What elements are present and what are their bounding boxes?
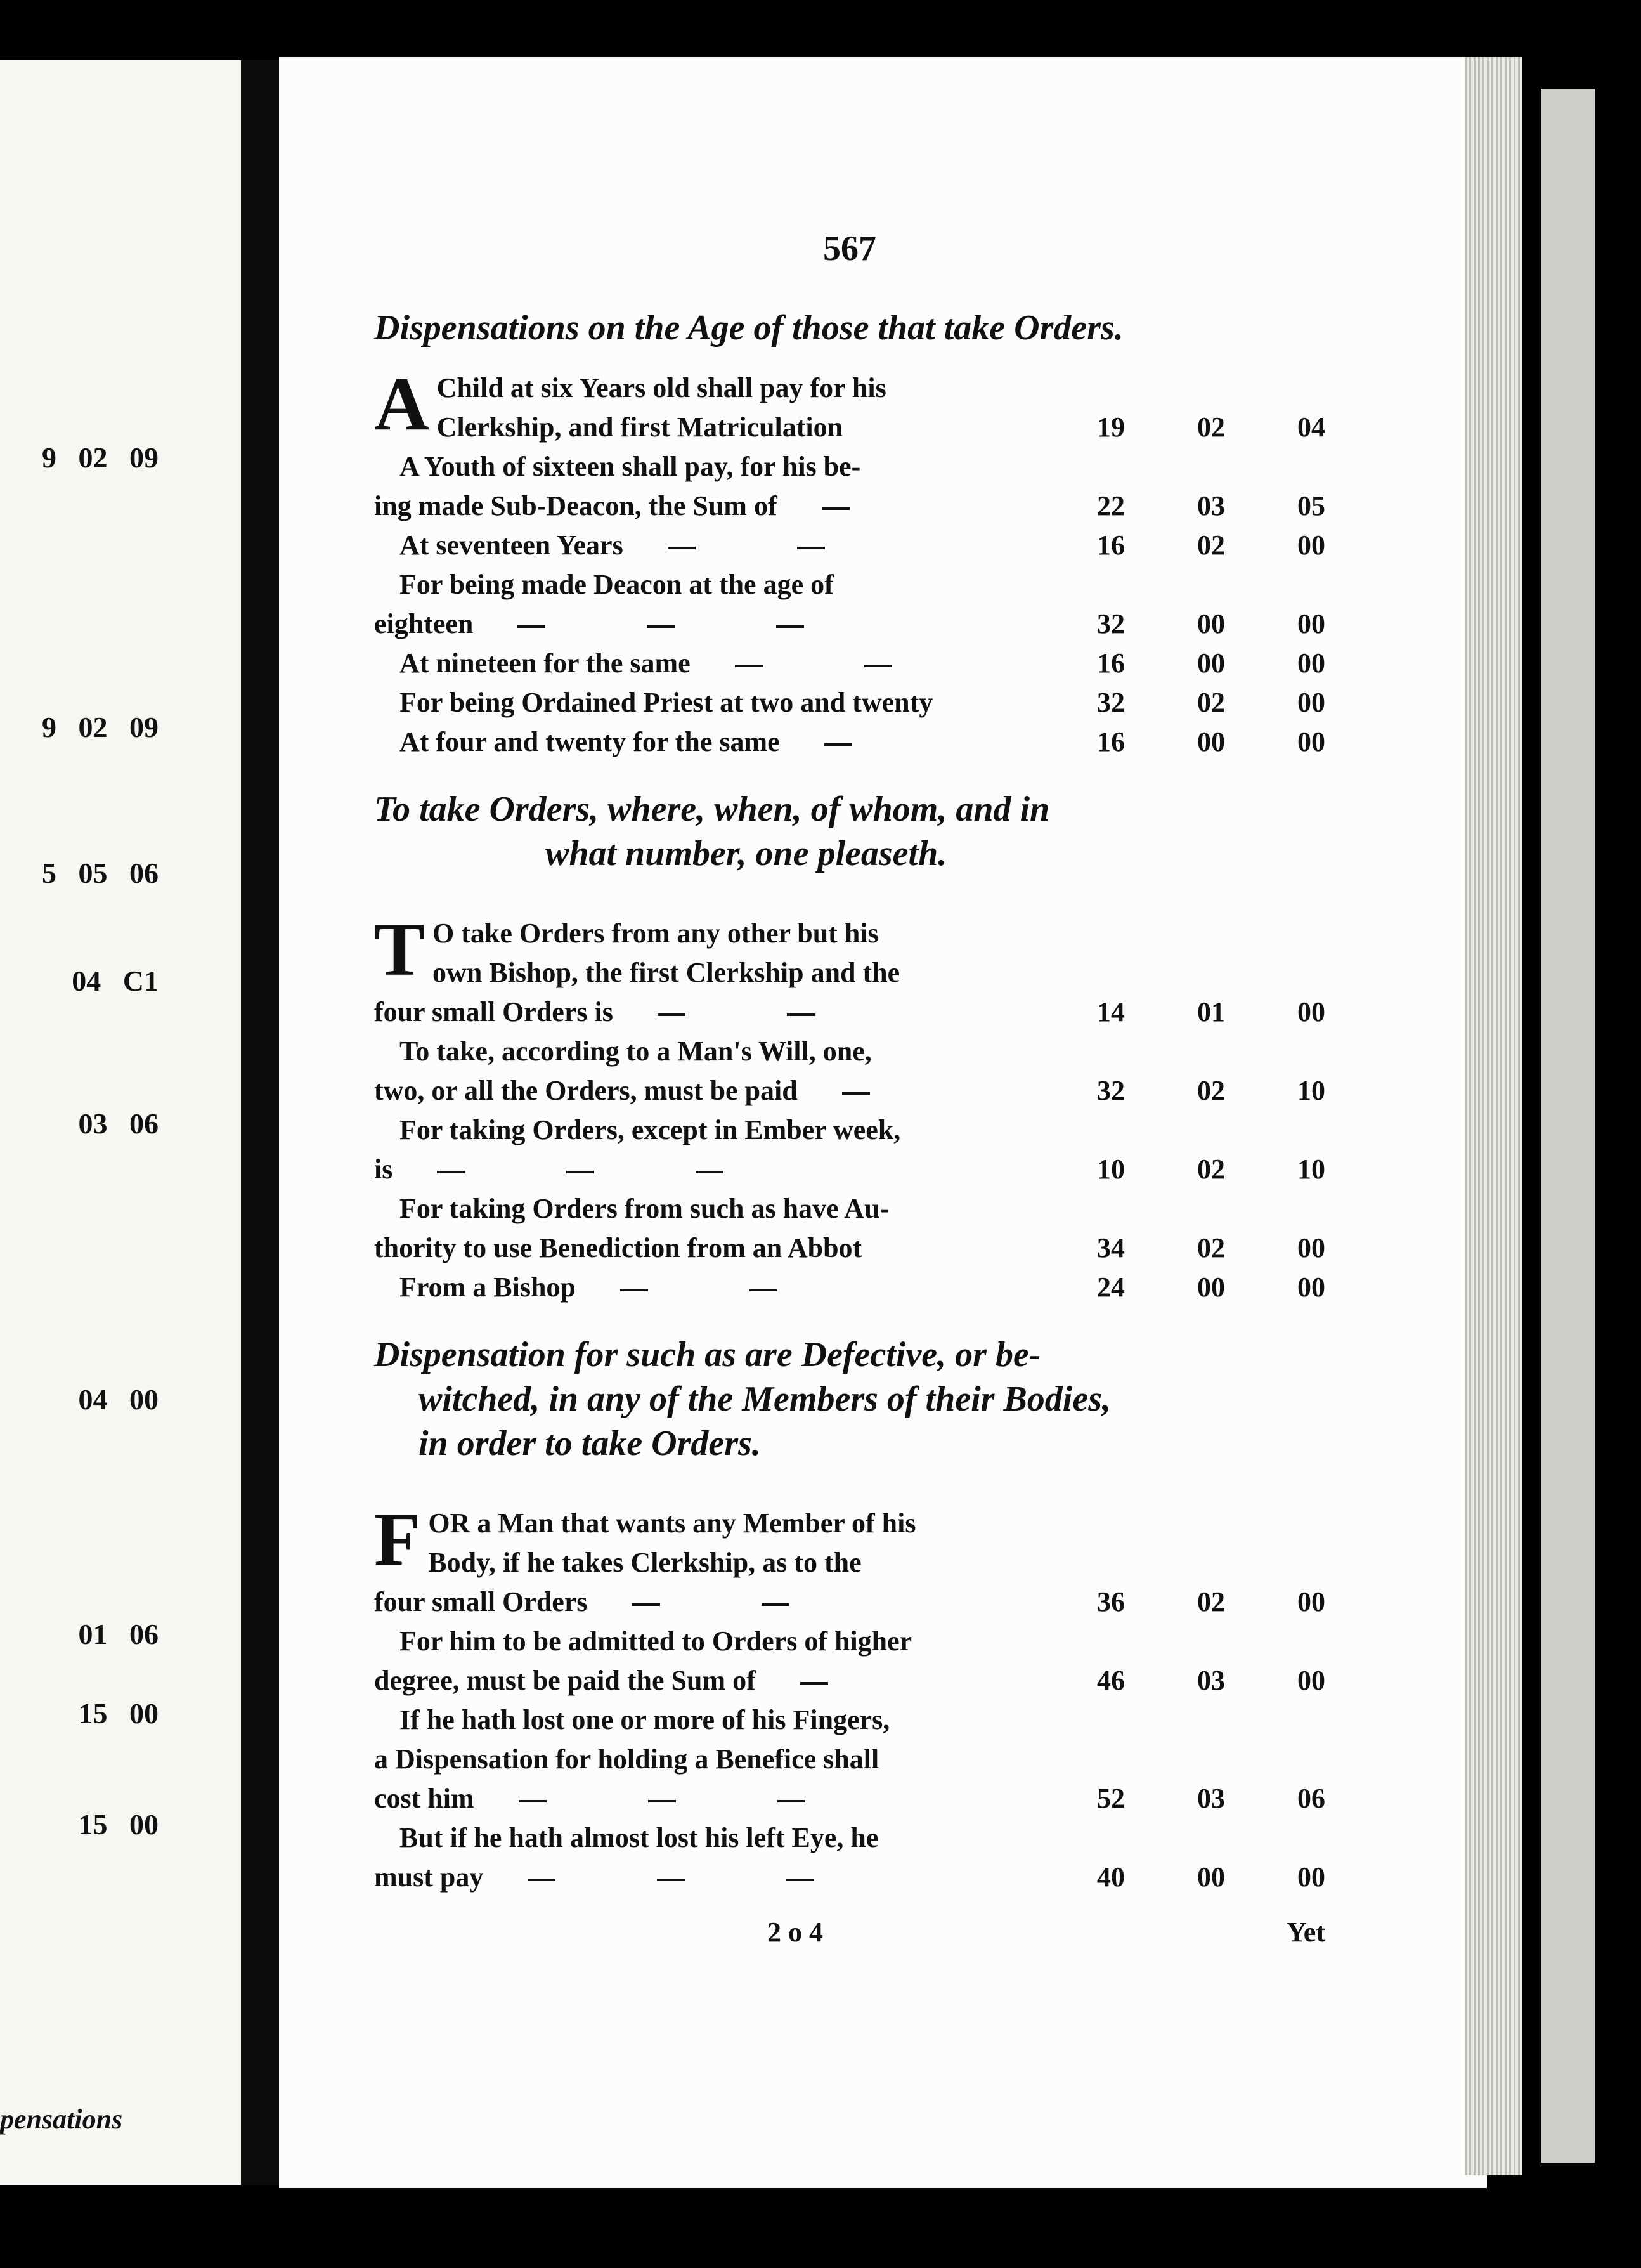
entry-values: 22 03 05 xyxy=(1097,490,1325,522)
page-number: 567 xyxy=(823,229,876,268)
section-defective xyxy=(374,1497,1325,1897)
entry: But if he hath almost lost his left Eye, he must pay 40 00 00 xyxy=(374,1818,1325,1897)
entry-values: 24 00 00 xyxy=(1097,1272,1325,1303)
entry: For taking Orders from such as have Au- thority to use Benediction from an Abbot 34 02 00 xyxy=(374,1189,1325,1268)
entry: T O take Orders from any other but his own Bishop, the first Clerkship and the four small Orders is 14 01 00 xyxy=(374,914,1325,1032)
entry: To take, according to a Man's Will, one, two, or all the Orders, must be paid 32 02 10 xyxy=(374,1032,1325,1111)
entry: For taking Orders, except in Ember week, is 10 02 10 xyxy=(374,1111,1325,1189)
entry-values: 32 02 00 xyxy=(1097,687,1325,719)
entry-values: 34 02 00 xyxy=(1097,1232,1325,1264)
book-gutter xyxy=(241,60,279,2185)
entry-values: 36 02 00 xyxy=(1097,1586,1325,1618)
left-catchword: pensations xyxy=(0,2104,123,2135)
entry: At four and twenty for the same 16 00 00 xyxy=(374,722,1325,762)
signature-mark: 2 o 4 xyxy=(767,1917,823,1948)
left-row: 04 C1 xyxy=(72,965,159,997)
page-footer xyxy=(374,1916,1325,1954)
entry-values: 46 03 00 xyxy=(1097,1665,1325,1697)
entry: A Child at six Years old shall pay for his Clerkship, and first Matriculation 19 02 04 xyxy=(374,362,1325,446)
section-title-age: Dispensations on the Age of those that take Orders. xyxy=(374,308,1124,348)
left-row: 5 05 06 xyxy=(42,857,159,889)
left-row: 9 02 09 xyxy=(42,441,159,474)
left-row: 15 00 xyxy=(78,1808,159,1841)
section-title-orders: To take Orders, where, when, of whom, and in what number, one pleaseth. xyxy=(374,790,1050,874)
section-age xyxy=(374,362,1325,762)
main-page xyxy=(279,57,1487,2188)
entry-values: 40 00 00 xyxy=(1097,1861,1325,1893)
entry-values: 16 00 00 xyxy=(1097,726,1325,758)
entry: If he hath lost one or more of his Fingers, a Dispensation for holding a Benefice shall cost him 52 03 06 xyxy=(374,1700,1325,1818)
entry-values: 19 02 04 xyxy=(1097,412,1325,443)
left-row: 04 00 xyxy=(78,1383,159,1416)
drop-cap: T xyxy=(374,907,425,992)
entry: For being Ordained Priest at two and twenty 32 02 00 xyxy=(374,683,1325,722)
entry-values: 16 00 00 xyxy=(1097,648,1325,679)
drop-cap: F xyxy=(374,1497,421,1582)
entry-values: 32 02 10 xyxy=(1097,1075,1325,1107)
section-title-defective: Dispensation for such as are Defective, or be- witched, in any of the Members of their Bodies, in order to take Orders. xyxy=(374,1335,1111,1464)
entry: At seventeen Years 16 02 00 xyxy=(374,526,1325,565)
entry: From a Bishop 24 00 00 xyxy=(374,1268,1325,1307)
page-edges xyxy=(1465,57,1522,2175)
left-facing-page xyxy=(0,60,241,2185)
catchword: Yet xyxy=(1286,1917,1325,1948)
page-edges-back xyxy=(1541,89,1595,2163)
page-content xyxy=(374,228,1325,1954)
entry-values: 14 01 00 xyxy=(1097,996,1325,1028)
section-orders xyxy=(374,907,1325,1307)
entry: F OR a Man that wants any Member of his Body, if he takes Clerkship, as to the four small Orders 36 02 00 xyxy=(374,1504,1325,1622)
entry-values: 16 02 00 xyxy=(1097,530,1325,561)
entry: A Youth of sixteen shall pay, for his be- ing made Sub-Deacon, the Sum of 22 03 05 xyxy=(374,447,1325,526)
entry: For him to be admitted to Orders of higher degree, must be paid the Sum of 46 03 00 xyxy=(374,1622,1325,1700)
left-row: 01 06 xyxy=(78,1618,159,1650)
entry-values: 52 03 06 xyxy=(1097,1783,1325,1815)
left-row: 03 06 xyxy=(78,1107,159,1140)
entry-values: 32 00 00 xyxy=(1097,608,1325,640)
left-row: 9 02 09 xyxy=(42,711,159,743)
entry: At nineteen for the same 16 00 00 xyxy=(374,644,1325,683)
entry: For being made Deacon at the age of eighteen 32 00 00 xyxy=(374,565,1325,644)
drop-cap: A xyxy=(374,362,429,446)
left-row: 15 00 xyxy=(78,1697,159,1730)
entry-values: 10 02 10 xyxy=(1097,1154,1325,1185)
